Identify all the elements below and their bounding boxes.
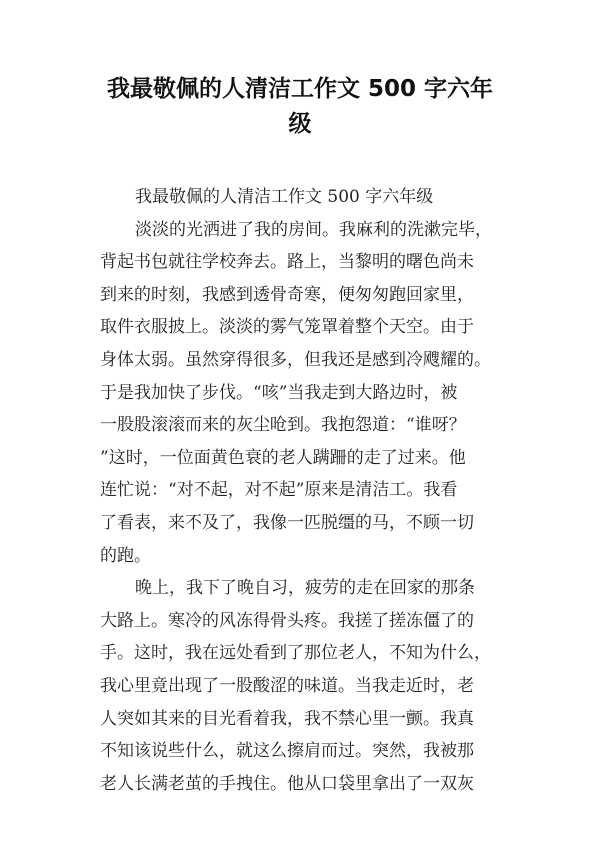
paragraph-line: 人突如其来的目光看着我，我不禁心里一颤。我真: [100, 708, 474, 729]
paragraph-line: 不知该说些什么，就这么擦肩而过。突然，我被那: [100, 741, 474, 762]
paragraph-line: 手。这时，我在远处看到了那位老人，不知为什么，: [100, 643, 491, 664]
title-line-2: 级: [288, 111, 312, 137]
paragraph-line: 淡淡的光洒进了我的房间。我麻利的洗漱完毕，: [135, 219, 492, 240]
paragraph-line: 背起书包就往学校奔去。路上，当黎明的曙色尚未: [100, 252, 474, 273]
paragraph-line: 一股股滚滚而来的灰尘呛到。我抱怨道：“谁呀？: [100, 415, 466, 436]
paragraph-line: 身体太弱。虽然穿得很多，但我还是感到冷飕耀的。: [100, 349, 491, 370]
paragraph-line: 取件衣服披上。淡淡的雾气笼罩着整个天空。由于: [100, 317, 474, 338]
document-title: [90, 72, 510, 142]
paragraph-line: 的跑。: [100, 545, 151, 566]
paragraph-line: 连忙说：“对不起，对不起”原来是清洁工。我看: [100, 480, 458, 501]
paragraph-line: 我心里竟出现了一股酸涩的味道。当我走近时，老: [100, 675, 474, 696]
paragraph-line: 晚上，我下了晚自习，疲劳的走在回家的那条: [135, 578, 475, 599]
subtitle-line: 我最敬佩的人清洁工作文 500 字六年级: [135, 187, 434, 207]
paragraph-line: 于是我加快了步伐。“咳”当我走到大路边时，被: [100, 382, 458, 403]
essay-body: [100, 181, 512, 800]
paragraph-line: ”这时，一位面黄色衰的老人蹒跚的走了过来。他: [100, 447, 466, 468]
paragraph-line: 到来的时刻，我感到透骨奇寒，便匆匆跑回家里，: [100, 284, 474, 305]
paragraph-line: 大路上。寒冷的风冻得骨头疼。我搓了搓冻僵了的: [100, 610, 474, 631]
title-line-1: 我最敬佩的人清洁工作文 500 字六年: [106, 76, 494, 102]
paragraph-line: 了看表，来不及了，我像一匹脱缰的马，不顾一切: [100, 512, 474, 533]
paragraph-line: 老人长满老茧的手拽住。他从口袋里拿出了一双灰: [100, 773, 474, 794]
